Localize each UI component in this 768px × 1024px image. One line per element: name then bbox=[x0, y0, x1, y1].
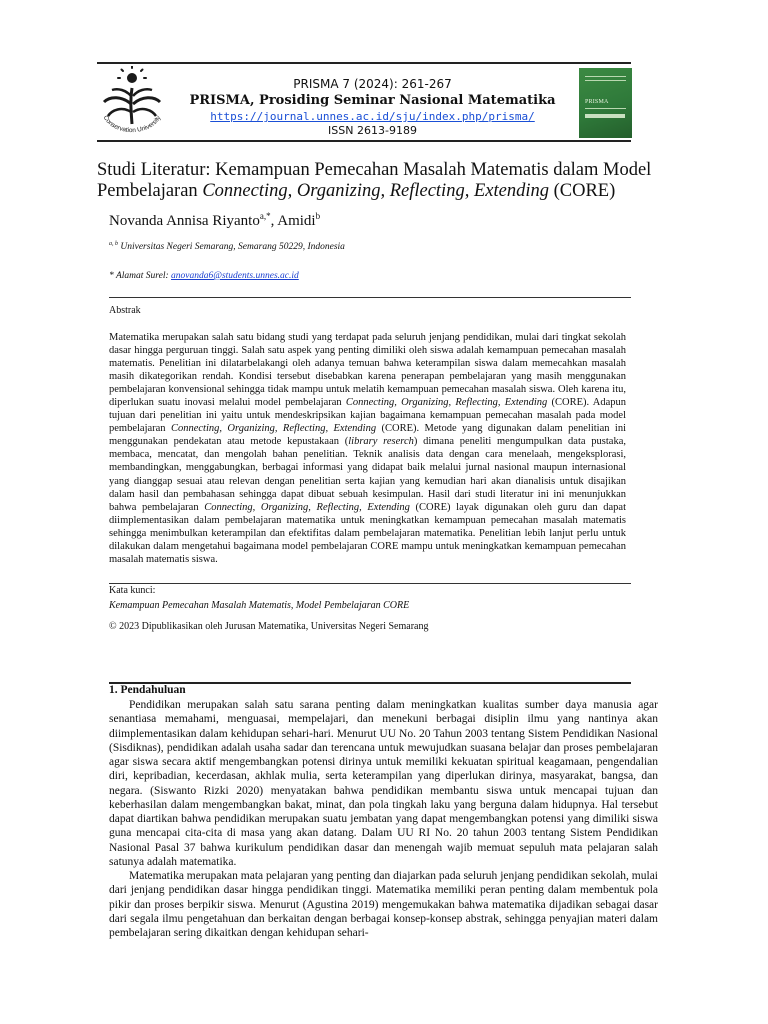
corresponding-email: * Alamat Surel: anovanda6@students.unnes.ac.id bbox=[109, 271, 299, 281]
keywords-label: Kata kunci: bbox=[109, 585, 156, 596]
journal-issn: ISSN 2613-9189 bbox=[328, 124, 417, 137]
university-logo bbox=[98, 66, 166, 136]
logo-text: Conservation University bbox=[101, 114, 163, 135]
keywords: Kemampuan Pemecahan Masalah Matematis, Model Pembelajaran CORE bbox=[109, 600, 410, 611]
section-rule bbox=[109, 682, 631, 684]
journal-name: PRISMA, Prosiding Seminar Nasional Matematika bbox=[189, 93, 556, 108]
abstract-text: Matematika merupakan salah satu bidang studi yang terdapat pada seluruh jenjang pendidikan, mulai dari tingkat sekolah dasar hingga perguruan tinggi. Salah satu aspek yang penting dimiliki oleh siswa adalah kemampuan pemecahan masalah matematis. Penelitian ini dilatarbelakangi oleh adanya temuan bahwa keterampilan siswa dalam memecahkan masalah masih dikategorikan rendah. Kondisi tersebut disebabkan karena penerapan pembelajaran yang masih menggunakan pembelajaran konvensional sehingga tidak mampu untuk melatih kemampuan pemecahan masalah siswa. Oleh karena itu, diperlukan suatu inovasi melalui model pembelajaran Connecting, Organizing, Reflecting, Extending (CORE). Adapun tujuan dari penelitian ini yaitu untuk mendeskripsikan kajian bagaimana kemampuan pemecahan masalah pada model pembelajaran Connecting, Organizing, Reflecting, Extending (CORE). Metode yang digunakan dalam penelitian ini menggunakan pendekatan atau metode kepustakaan (library reserch) dimana peneliti mengumpulkan data pustaka, membaca, mencatat, dan mengolah bahan penelitian. Teknik analisis data dengan cara menelaah, mengeksplorasi, membandingkan, menggabungkan, berbagai informasi yang didapat baik melalui jurnal nasional maupun internasional yang dianggap sesuai atau relevan dengan penelitian serta kajian yang kemudian hari akan dianalisis untuk disajikan dalam hasil dan pembahasan sehingga dapat dibuat sebuah kesimpulan. Hasil dari studi literatur ini ini menunjukkan bahwa pembelajaran Connecting, Organizing, Reflecting, Extending (CORE) layak digunakan oleh guru dan dapat diimplementasikan dalam pembelajaran matematika untuk meningkatkan kemampuan pemecahan masalah matematis sehingga menimbulkan keterampilan dan efektifitas dalam pembelajaran matematika. Penelitian lebih lanjut perlu untuk dilakukan dalam mengetahui bagaimana model pembelajaran CORE mampu untuk meningkatkan kemampuan pemecahan masalah matematis siswa. bbox=[109, 332, 626, 565]
paragraph: Pendidikan merupakan salah satu sarana penting dalam meningkatkan kualitas sumber daya manusia agar senantiasa memahami, menguasai, mempelajari, dan menekuni berbagai disiplin ilmu yang nantinya akan diimplementasikan dalam kehidupan sehari-hari. Menurut UU No. 20 Tahun 2003 tentang Sistem Pendidikan Nasional (Sisdiknas), pendidikan adalah usaha sadar dan terencana untuk mewujudkan suasana belajar dan proses pembelajaran agar siswa secara aktif mengembangkan potensi dirinya untuk memiliki kekuatan spiritual keagamaan, pengendalian diri, kepribadian, kecerdasan, akhlak mulia, serta keterampilan yang diperlukan dirinya, masyarakat, bangsa, dan negara. (Siswanto Rizki 2020) menyatakan bahwa pendidikan membantu siswa untuk mencapai tujuan dan keberhasilan dalam mengembangkan bakat, minat, dan pola tingkah laku yang berguna dalam hidupnya. Hal tersebut dapat diartikan bahwa pendidikan merupakan suatu jembatan yang dapat mengembangkan potensi yang dimiliki siswa guna mencapai cita-cita di masa yang akan datang. Dalam UU RI No. 20 tahun 2003 tentang Sistem Pendidikan Nasional Pasal 37 bahwa kurikulum pendidikan dasar dan menengah wajib memuat sepuluh mata pelajaran salah satunya adalah matematika. bbox=[109, 699, 658, 868]
abstract-top-rule bbox=[109, 297, 631, 298]
section-body bbox=[109, 698, 658, 940]
header-bottom-rule bbox=[97, 140, 631, 142]
copyright-notice: © 2023 Dipublikasikan oleh Jurusan Matematika, Universitas Negeri Semarang bbox=[109, 621, 429, 632]
author-name: Novanda Annisa Riyanto bbox=[109, 213, 260, 229]
paragraph: Matematika merupakan mata pelajaran yang penting dan diajarkan pada seluruh jenjang pendidikan sekolah, mulai dari jenjang pendidikan dasar hingga pendidikan tinggi. Matematika memiliki peran penting dalam membentuk pola pikir dan proses berpikir siswa. Menurut (Agustina 2019) mengemukakan bahwa matematika dijadikan sebagai dasar dari segala ilmu pengetahuan dan berkaitan dengan berbagai konsep-konsep abstrak, sehingga penyajian materi dalam pembelajaran sering dikaitkan dengan kehidupan sehari- bbox=[109, 870, 658, 939]
author-list: Novanda Annisa Riyanto$^{a,*}$, Amidi$^b$ bbox=[109, 211, 321, 229]
cover-title: PRISMA bbox=[585, 99, 609, 105]
journal-url-link[interactable]: https://journal.unnes.ac.id/sju/index.php/prisma/ bbox=[210, 110, 535, 123]
author-name: Amidi bbox=[277, 213, 316, 229]
section-heading: 1. Pendahuluan bbox=[109, 684, 186, 696]
affiliation: $^{a, b}$ Universitas Negeri Semarang, Semarang 50229, Indonesia bbox=[109, 241, 345, 253]
journal-volume: PRISMA 7 (2024): 261-267 bbox=[293, 77, 452, 91]
paper-title: Studi Literatur: Kemampuan Pemecahan Masalah Matematis dalam Model Pembelajaran Connecting, Organizing, Reflecting, Extending (CORE) bbox=[97, 160, 652, 201]
journal-cover-image bbox=[579, 68, 632, 138]
header-top-rule bbox=[97, 62, 631, 64]
email-link[interactable]: anovanda6@students.unnes.ac.id bbox=[171, 271, 299, 281]
abstract-label: Abstrak bbox=[109, 305, 141, 316]
keywords-rule bbox=[109, 583, 631, 584]
